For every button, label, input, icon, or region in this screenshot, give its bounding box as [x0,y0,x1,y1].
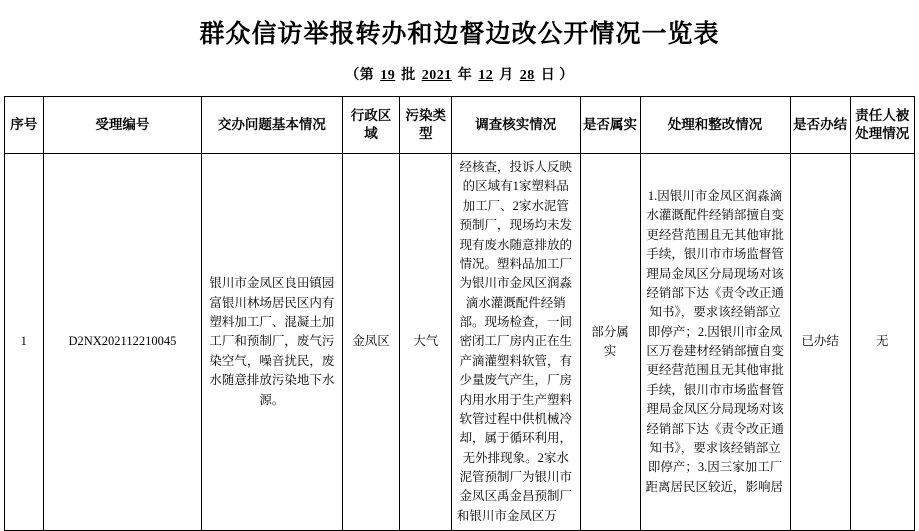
table-header-responsible-person: 责任人被处理情况 [850,97,914,154]
table-header-problem: 交办问题基本情况 [202,97,342,154]
cell-seq: 1 [5,154,44,531]
cell-pollution-type: 大气 [400,154,451,531]
batch-year-label: 年 [457,68,473,83]
batch-suffix: 批 [401,68,416,83]
cell-responsible-person: 无 [850,154,914,531]
table-header-seq: 序号 [5,97,44,154]
table-header-handling: 处理和整改情况 [640,97,790,154]
table-row [5,154,915,531]
cell-investigation: 经核查，投诉人反映的区域有1家塑料品加工厂、2家水泥管预制厂，现场均未发现有废水随意排放的情况。塑料品加工厂为银川市金凤区润淼滴水灌溉配件经销部。现场检查，一间密闭工厂房内正在生产滴灌塑料软管，有少量废气产生，厂房内用水用于生产塑料软管过程中供机械冷却，属于循环利用，无外排现象。2家水泥管预制厂为银川市金凤区禹金昌预制厂和银川市金凤区万 [451,154,580,531]
batch-close: ） [559,68,574,83]
page-title: 群众信访举报转办和边督边改公开情况一览表 [199,21,720,48]
batch-day-label: 日 [540,68,556,83]
batch-day: 28 [519,68,535,83]
cell-is-true: 部分属实 [580,154,640,531]
batch-prefix: （第 [345,68,375,83]
batch-number: 19 [380,68,396,83]
batch-year: 2021 [421,68,452,83]
table-header-region: 行政区域 [342,97,400,154]
cell-handling: 1.因银川市金凤区润淼滴水灌溉配件经销部擅自变更经营范围且无其他审批手续，银川市市场监督管理局金凤区分局现场对该经销部下达《责令改正通知书》，要求该经销部立即停产；2.因银川市金凤区万卷建材经销部擅自变更经营范围且无其他审批手续，银川市市场监督管理局金凤区分局现场对该经销部下达《责令改正通知书》，要求该经销部立即停产；3.因三家加工厂距离居民区较近，影响居 [640,154,790,531]
table-header-case-number: 受理编号 [43,97,202,154]
batch-line [0,54,919,96]
table-header-is-closed: 是否办结 [790,97,850,154]
cell-region: 金凤区 [342,154,400,531]
batch-month-label: 月 [499,68,514,83]
cell-problem: 银川市金凤区良田镇园富银川林场居民区内有塑料加工厂、混凝土加工厂和预制厂，废气污染空气，噪音扰民，废水随意排放污染地下水源。 [202,154,342,531]
table-header-row [5,97,915,154]
table-header-is-true: 是否属实 [580,97,640,154]
table-header-pollution-type: 污染类型 [400,97,451,154]
complaints-table [4,96,915,531]
cell-case-number: D2NX202112210045 [43,154,202,531]
cell-is-closed: 已办结 [790,154,850,531]
table-header-investigation: 调查核实情况 [451,97,580,154]
batch-month: 12 [478,68,494,83]
